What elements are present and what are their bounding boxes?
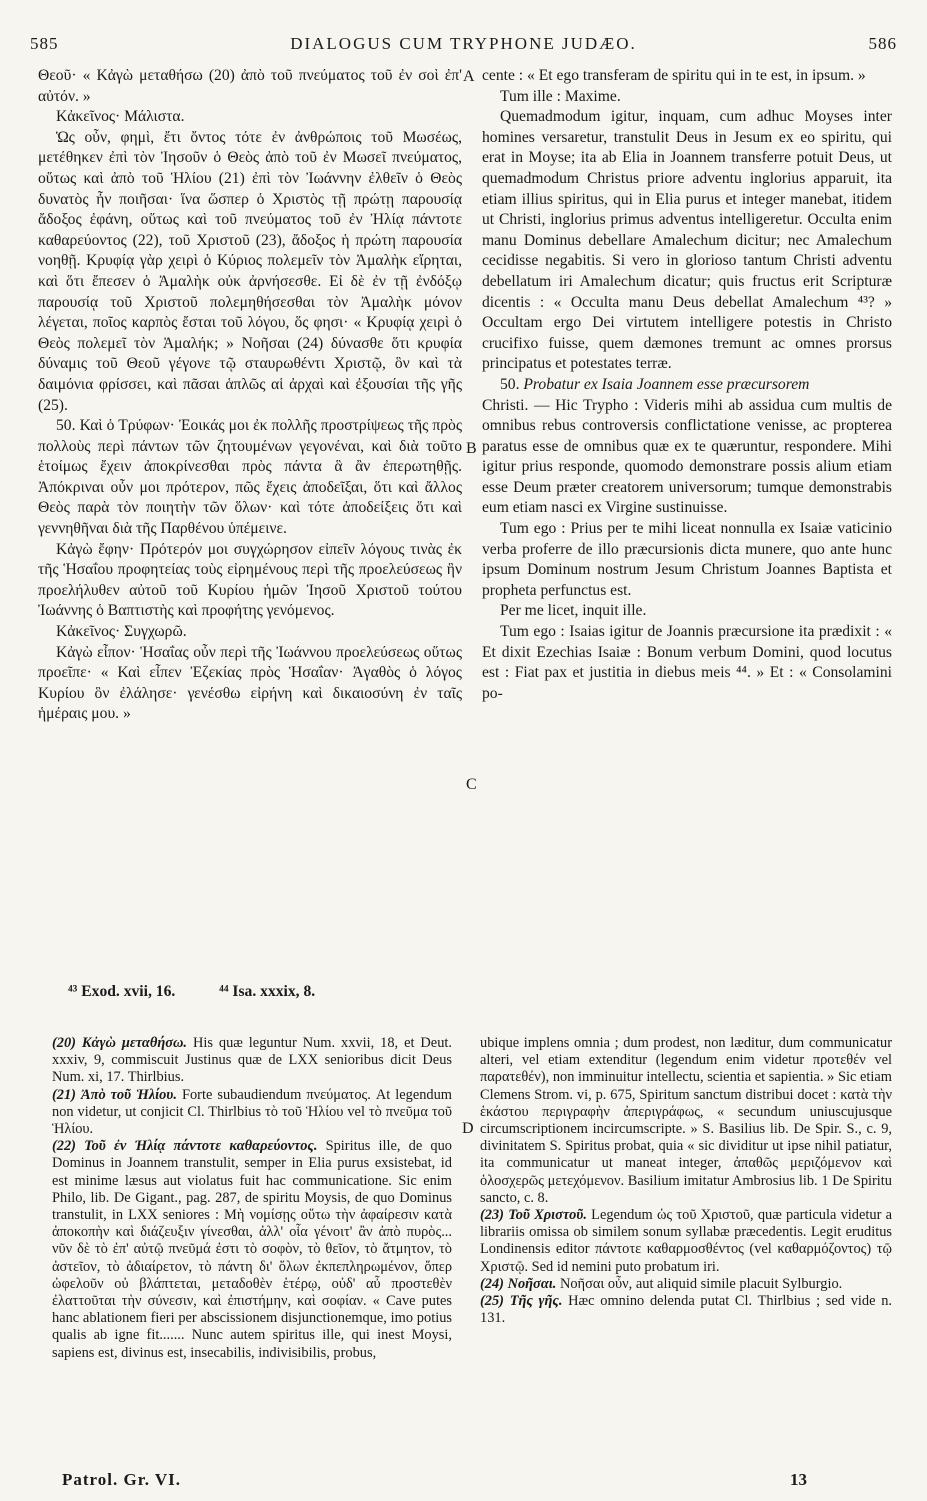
margin-letter-a: A <box>463 68 475 85</box>
footnote-text: Hæc omnino delenda putat Cl. Thirlbius ; sed vide n. 131. <box>480 1293 893 1327</box>
running-title: DIALOGUS CUM TRYPHONE JUDÆO. <box>290 34 637 53</box>
margin-letter-c: C <box>466 776 477 793</box>
latin-paragraph: Tum ille : Maxime. <box>500 87 621 105</box>
footnote-head: (22) Τοῦ ἐν Ἠλίᾳ πάντοτε καθαρεύοντος. <box>52 1138 318 1155</box>
footnote <box>52 1035 452 1087</box>
latin-paragraph: Christi. — Hic Trypho : Videris mihi ab assidua cum multis de omnibus rebus controversis conflictatione venisse, ac propterea paratus esse de omnibus quæ ex te quæruntur, respondere. Mihi igitur prius responde, quomodo demonstrare possis alium etiam esse Deum præter creatorem universorum; tumque demonstrabis eum etiam nasci ex Virgine sustinuisse. <box>482 396 892 517</box>
footnote <box>480 1293 892 1327</box>
gathering-number: 13 <box>790 1470 807 1489</box>
latin-paragraph: Tum ego : Prius per te mihi liceat nonnulla ex Isaiæ vaticinio verba proferre de illo præcursionis dicta munere, quo ante hunc ipsum Dominum nostrum Jesum Christum Joannes Baptista et propheta perfunctus est. <box>482 520 892 599</box>
footnote <box>52 1138 452 1362</box>
footnote-head: (24) Νοῆσαι. <box>480 1275 557 1292</box>
footnotes-right <box>480 1035 892 1327</box>
page-number-right: 586 <box>868 34 897 53</box>
footnote <box>52 1087 452 1139</box>
reference: ⁴³ Exod. xvii, 16. <box>68 983 176 1000</box>
greek-column <box>38 66 462 725</box>
signature-mark: Patrol. Gr. VI. <box>62 1470 182 1489</box>
footnote <box>480 1276 892 1293</box>
latin-paragraph: Tum ego : Isaias igitur de Joannis præcursione ita prædixit : « Et dixit Ezechias Isaiæ : Bonum verbum Domini, quod locutus est : Fiat pax et justitia in diebus meis ⁴⁴. » Et : « Consolamini po- <box>482 623 892 702</box>
page-number-left: 585 <box>30 34 59 53</box>
footnote-text: Νοῆσαι οὖν, aut aliquid simile placuit Sylburgio. <box>556 1275 843 1292</box>
latin-paragraph: cente : « Et ego transferam de spiritu qui in te est, in ipsum. » <box>482 67 866 84</box>
footnotes-left <box>52 1035 452 1362</box>
greek-paragraph: Κἀκεῖνος· Συγχωρῶ. <box>56 623 187 641</box>
footnote <box>480 1207 892 1276</box>
greek-paragraph: Κἀγὼ εἶπον· Ἡσαΐας οὖν περὶ τῆς Ἰωάννου προελεύσεως οὕτως προεῖπε· « Καὶ εἶπεν Ἐζεκίας πρὸς Ἡσαΐαν· Ἀγαθὸς ὁ λόγος Κυρίου ὃν ἐλάλησε· γενέσθω εἰρήνη καὶ δικαιοσύνη ἐν ταῖς ἡμέραις μου. » <box>38 643 462 723</box>
scripture-references <box>68 983 355 1001</box>
reference: ⁴⁴ Isa. xxxix, 8. <box>219 983 316 1000</box>
greek-paragraph: Θεοῦ· « Κἀγὼ μεταθήσω (20) ἀπὸ τοῦ πνεύματος τοῦ ἐν σοὶ ἐπ' αὐτόν. » <box>38 67 462 105</box>
section-heading <box>482 375 892 396</box>
footnote-text: ubique implens omnia ; dum prodest, non læditur, dum communicatur alteri, vel etiam extenditur (legendum enim videtur προτεθέν vel παρατεθέν), non imminuitur intellectu, scientia et sapientia. » Sic etiam Clemens Strom. vi, p. 675, Spiritum sanctum distribui docet : κατὰ τὴν ἑκάστου περιγραφὴν ἀπεριγράφως, « secundum uniuscujusque circumscriptionem incircumscripte. » S. Basilius lib. De Spir. S., c. 9, divinitatem S. Spiritus probat, quia « sic dividitur ut ipse nihil patiatur, ita communicatur ut maneat integer, ἀπαθῶς μεριζόμενον καὶ ὁλοσχερῶς μετεχόμενον. Basilium imitatur Ambrosius lib. 1 De Spiritu sancto, c. 8. <box>480 1035 892 1206</box>
latin-paragraph: Per me licet, inquit ille. <box>500 602 647 620</box>
footnote-text: Spiritus ille, de quo Dominus in Joannem transtulit, semper in Elia purus exsistebat, id est minime læsus aut violatus fuit hac communicatione. Sic enim Philo, lib. De Gigant., pag. 287, de spiritu Moysis, de quo Dominus transtulit, in LXX seniores : Μὴ νομίσῃς οὕτω τὴν ἀφαίρεσιν κατὰ ἀποκοπὴν καὶ διάζευξιν γίνεσθαι, ἀλλ' οἷα γένοιτ' ἂν ἀπὸ πυρὸς... νῦν δὲ τὸ ἐπ' αὐτῷ πνεῦμά ἐστι τὸ σοφὸν, τὸ θεῖον, τὸ ἄτμητον, τὸ ἀστεῖον, τὸ ἀδιαίρετον, τὸ πάντη δι' ὅλων ἐκπεπληρωμένον, ὅπερ ὠφελοῦν οὐ βλάπτεται, μεταδοθὲν ἑτέρῳ, οὐδ' αὖ προστεθὲν ἐλαττοῦται τὴν σύνεσιν, καὶ ἐπιστήμην, καὶ σοφίαν. « Cave putes hanc ablationem fieri per abscissionem disjunctionemque, imo potius qualis ab igne fit....... Nunc autem spiritus ille, qui inest Moysi, sapiens est, divinus est, insecabilis, indivisibilis, probus, <box>52 1138 452 1361</box>
footnote-head: (21) Ἀπὸ τοῦ Ἡλίου. <box>52 1086 177 1103</box>
footnote-text: His quæ leguntur Num. xxvii, 18, et Deut. xxxiv, 9, commiscuit Justinus quæ de LXX senioribus dicit Deus Num. xi, 17. Thirlbius. <box>52 1035 452 1086</box>
margin-letter-d: D <box>462 1120 474 1137</box>
greek-paragraph: Ὡς οὖν, φημὶ, ἔτι ὄντος τότε ἐν ἀνθρώποις τοῦ Μωσέως, μετέθηκεν ἐπὶ τὸν Ἰησοῦν ὁ Θεὸς ἀπὸ τοῦ ἐν Μωσεῖ πνεύματος, οὕτως καὶ ἀπὸ τοῦ Ἡλίου (21) ἐπὶ τὸν Ἰωάννην ἐλθεῖν ὁ Θεὸς δυνατὸς ἦν ποιῆσαι· ἵνα ὥσπερ ὁ Χριστὸς τῇ πρώτῃ παρουσίᾳ ἄδοξος ἐφάνη, οὕτως καὶ τοῦ πνεύματος τοῦ ἐν Ἠλίᾳ πάντοτε καθαρεύοντος (22), τοῦ Χριστοῦ (23), ἄδοξος ἡ πρώτη παρουσία νοηθῇ. Κρυφίᾳ γὰρ χειρὶ ὁ Κύριος πολεμεῖν τὸν Ἀμαλὴκ εἴρηται, καὶ ὅτι ἔπεσεν ὁ Ἀμαλὴκ οὐκ ἀρνήσεσθε. Εἰ δὲ ἐν τῇ ἐνδόξῳ παρουσίᾳ τοῦ Χριστοῦ πολεμηθήσεσθαι τὸν Ἀμαλὴκ μόνον λέγεται, ποῖος καρπὸς ἔσται τοῦ λόγου, ὅς φησι· « Κρυφίᾳ χειρὶ ὁ Θεὸς πολεμεῖ τὸν Ἀμαλήκ; » Νοῆσαι (24) δύνασθε ὅτι κρυφία δύναμις τοῦ Θεοῦ γέγονε τῷ σταυρωθέντι Χριστῷ, ὃν καὶ τὰ δαιμόνια φρίσσει, καὶ πᾶσαι ἁπλῶς αἱ ἀρχαὶ καὶ ἐξουσίαι τῆς γῆς (25). <box>38 128 462 414</box>
greek-paragraph: Κἀκεῖνος· Μάλιστα. <box>56 108 185 126</box>
greek-paragraph: 50. Καὶ ὁ Τρύφων· Ἐοικάς μοι ἐκ πολλῆς προστρίψεως τῆς πρὸς πολλοὺς περὶ πάντων τῶν ζητουμένων γεγονέναι, καὶ διὰ τοῦτο ἑτοίμως ἔχειν ἀποκρίνεσθαι πρὸς πάντα ἃ ἂν ἐπερωτηθῇς. Ἀπόκριναι οὖν μοι πρότερον, πῶς ἔχεις ἀποδεῖξαι, ὅτι καὶ ἄλλος Θεὸς παρὰ τὸν ποιητὴν τῶν ὅλων· καὶ τότε ἀποδείξεις ὅτι καὶ γεννηθῆναι διὰ τῆς Παρθένου ὑπέμεινε. <box>38 417 462 538</box>
section-number: 50. <box>500 375 520 393</box>
footnote <box>480 1035 892 1207</box>
running-header <box>30 34 897 58</box>
margin-letter-b: B <box>466 440 477 457</box>
section-title: Probatur ex Isaia Joannem esse præcursorem <box>523 375 810 393</box>
footnote-head: (23) Τοῦ Χριστοῦ. <box>480 1207 587 1224</box>
page-footer <box>62 1470 867 1494</box>
latin-paragraph: Quemadmodum igitur, inquam, cum adhuc Moyses inter homines versaretur, transtulit Deus in Jesum ex eo spiritu, qui erat in Moyse; ita ab Elia in Joannem transferre potuit Deus, ut quemadmodum Christus priore adventu inglorius apparuit, ita etiam illius spiritus, qui in Elia purus et integer manebat, itidem ut Christi, inglorius primus adventus intelligeretur. Occulta enim manu Dominus debellare Amalechum dicitur; nec Amalechum cecidisse negabitis. Si vero in glorioso tantum Christi adventu debellatum iri Amalechum dicatur; quis fructus erit Scripturæ dicentis : « Occulta manu Deus debellat Amalechum ⁴³? » Occultam ergo Dei virtutem intelligere potestis in Christo crucifixo fuisse, quem dæmones tremunt ac omnes prorsus principatus et potestates terræ. <box>482 108 892 373</box>
footnote-text: Legendum ὡς τοῦ Χριστοῦ, quæ particula videtur a librariis omissa ob similem sonum syllabæ præcedentis. Legit eruditus Londinensis editor πάντοτε καθαρμοσθέντος (vel καθαρμόζοντος) τῷ Χριστῷ. Sed id nemini puto probatum iri. <box>480 1207 892 1275</box>
footnote-text: Forte subaudiendum πνεύματος. At legendum non videtur, ut conjicit Cl. Thirlbius τὸ τοῦ Ἡλίου vel τὸ πνεῦμα τοῦ Ἡλίου. <box>52 1086 452 1138</box>
footnote-head: (25) Τῆς γῆς. <box>480 1293 563 1310</box>
latin-column <box>482 66 892 704</box>
footnote-head: (20) Κἀγὼ μεταθήσω. <box>52 1035 187 1051</box>
greek-paragraph: Κἀγὼ ἔφην· Πρότερόν μοι συγχώρησον εἰπεῖν λόγους τινὰς ἐκ τῆς Ἡσαΐου προφητείας τοὺς εἰρημένους περὶ τῆς προελεύσεως ἣν προελήλυθεν αὐτοῦ τοῦ Κυρίου ἡμῶν Ἰησοῦ Χριστοῦ τούτου Ἰωάννης ὁ Βαπτιστὴς καὶ προφήτης γενόμενος. <box>38 540 462 620</box>
